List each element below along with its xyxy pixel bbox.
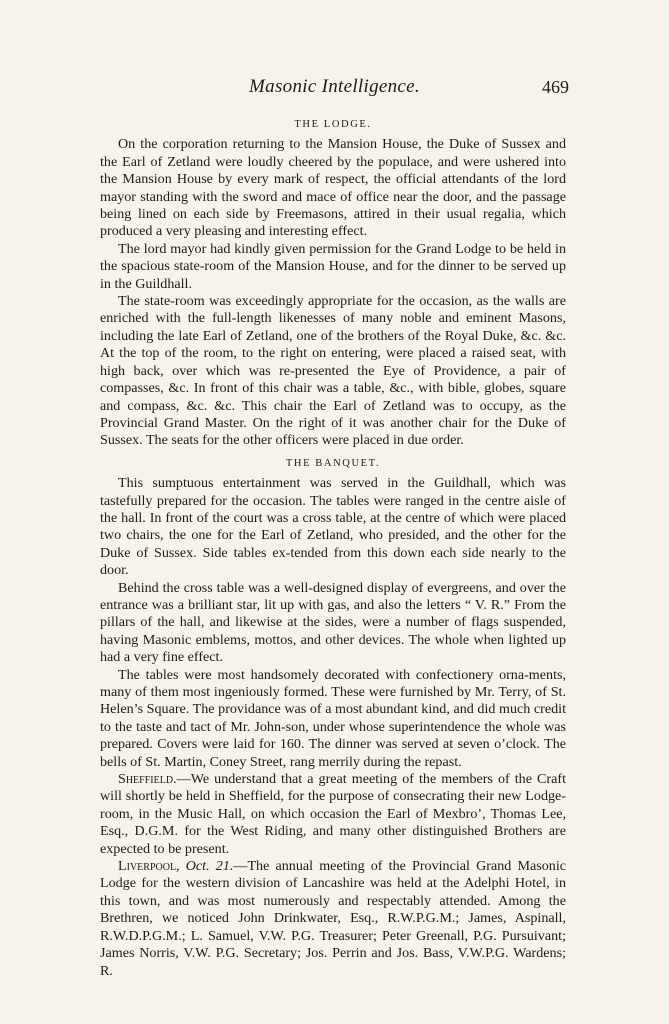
paragraph: Behind the cross table was a well-designed display of evergreens, and over the entrance was a brilliant star, lit up with gas, and also the letters “ V. R.” From the pillars of the hall, and likewise at the sides, were a number of flags suspended, having Masonic emblems, mottos, and other devices. The whole when lighted up had a very fine effect. [100,579,566,666]
page-number: 469 [542,77,569,97]
paragraph-text: —The annual meeting of the Provincial Grand Masonic Lodge for the western division of Lancashire was held at the Adelphi Hotel, in this town, and was most numerously and respectably attended. Among the Brethren, we noticed John Drinkwater, Esq., R.W.P.G.M.; James, Aspinall, R.W.D.P.G.M.; L. Samuel, V.W. P.G. Treasurer; Peter Greenall, P.G. Pursuivant; James Norris, V.W. P.G. Secretary; Jos. Perrin and Jos. Bass, V.W.P.G. Wardens; R. [100,858,566,979]
paragraph: The tables were most handsomely decorated with confectionery orna-ments, many of them most ingeniously formed. These were furnished by Mr. Terry, of St. Helen’s Square. The providance was of a most abundant kind, and did much credit to the taste and tact of Mr. John-son, under whose superintendence the whole was prepared. Covers were laid for 160. The dinner was served at seven o’clock. The bells of St. Martin, Coney Street, rang merrily during the repast. [100,666,566,770]
place-name: Liverpool, [118,858,180,875]
place-name: Sheffield. [118,771,177,788]
paragraph: This sumptuous entertainment was served in the Guildhall, which was tastefully prepared for the occasion. The tables were ranged in the centre aisle of the hall. In front of the court was a cross table, at the centre of which were placed two chairs, the one for the Earl of Zetland, who presided, and the other for the Duke of Sussex. Side tables ex-tended from this down each side nearly to the door. [100,475,566,579]
liverpool-paragraph [100,858,566,980]
paragraph: The state-room was exceedingly appropriate for the occasion, as the walls are enriched with the full-length likenesses of many noble and eminent Masons, including the late Earl of Zetland, one of the brothers of the Royal Duke, &c. &c. At the top of the room, to the right on entering, were placed a raised seat, with high back, over which was re-presented the Eye of Providence, a pair of compasses, &c. In front of this chair was a table, &c., with bible, globes, square and compass, &c. &c. This chair the Earl of Zetland was to occupy, as the Provincial Grand Master. On the right of it was another chair for the Duke of Sussex. The seats for the other officers were placed in due order. [100,293,566,449]
article-body [100,114,566,980]
paragraph: On the corporation returning to the Mansion House, the Duke of Sussex and the Earl of Zetland were loudly cheered by the populace, and were ushered into the Mansion House by every mark of respect, the official attendants of the lord mayor standing with the sword and mace of office near the door, and the passage being lined on each side by Freemasons, attired in their usual regalia, which produced a very pleasing and interesting effect. [100,136,566,240]
section-heading-lodge: THE LODGE. [294,119,372,130]
paragraph-text: —We understand that a great meeting of the members of the Craft will shortly be held in Sheffield, for the purpose of consecrating their new Lodge-room, in the Music Hall, on which occasion the Earl of Mexbro’, Thomas Lee, Esq., D.G.M. for the West Riding, and many other distinguished Brothers are expected to be present. [100,771,566,857]
running-head [100,76,569,102]
sheffield-paragraph [100,771,566,858]
running-title: Masonic Intelligence. [249,76,420,97]
section-heading-banquet: THE BANQUET. [285,457,381,469]
paragraph: The lord mayor had kindly given permission for the Grand Lodge to be held in the spacious state-room of the Mansion House, and for the dinner to be served up in the Guildhall. [100,240,566,292]
date: Oct. 21. [179,858,234,875]
